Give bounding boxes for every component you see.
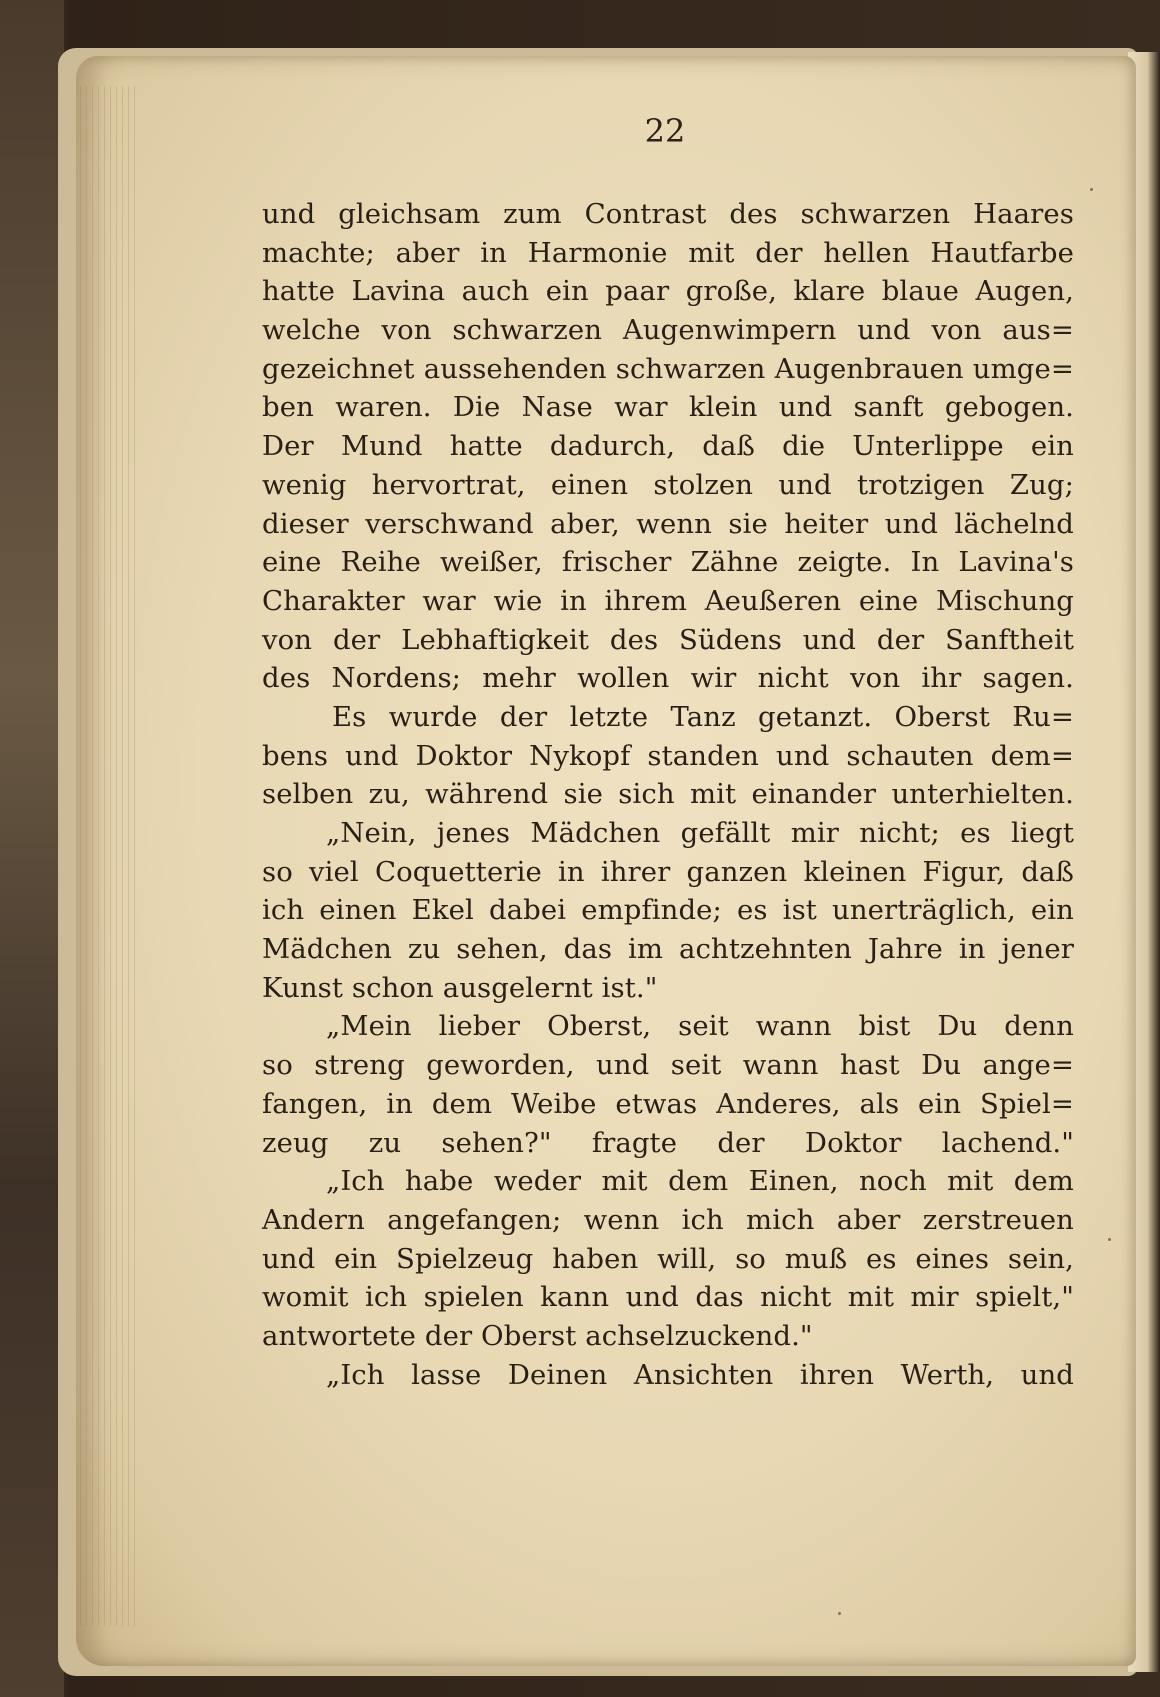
paper-speck <box>838 1612 841 1615</box>
text-line: so streng geworden, und seit wann hast Du ange= <box>262 1049 1074 1082</box>
text-line: welche von schwarzen Augenwimpern und von aus= <box>262 314 1074 347</box>
body-text <box>262 195 1074 1394</box>
text-line: hatte Lavina auch ein paar große, klare blaue Augen, <box>262 275 1074 308</box>
page-gutter <box>80 86 140 1626</box>
text-line: und gleichsam zum Contrast des schwarzen Haares <box>262 198 1074 230</box>
text-line: Mädchen zu sehen, das im achtzehnten Jahre in jener <box>262 933 1074 966</box>
text-line: eine Reihe weißer, frischer Zähne zeigte. In Lavina's <box>262 546 1074 579</box>
text-line: zeug zu sehen?" fragte der Doktor lachend." <box>262 1126 1074 1159</box>
text-line: bens und Doktor Nykopf standen und schauten dem= <box>262 739 1074 772</box>
paper-speck <box>1108 1238 1111 1241</box>
book-cover-edge <box>0 0 64 1697</box>
text-line: dieser verschwand aber, wenn sie heiter und lächelnd <box>262 507 1074 540</box>
paper-speck <box>1090 188 1093 191</box>
text-line: „Mein lieber Oberst, seit wann bist Du denn <box>326 1010 1074 1043</box>
text-line: Andern angefangen; wenn ich mich aber zerstreuen <box>262 1203 1074 1236</box>
text-line: so viel Coquetterie in ihrer ganzen kleinen Figur, daß <box>262 855 1074 888</box>
text-line: Der Mund hatte dadurch, daß die Unterlippe ein <box>262 430 1074 463</box>
text-line: „Ich habe weder mit dem Einen, noch mit dem <box>326 1165 1074 1198</box>
text-line: des Nordens; mehr wollen wir nicht von ihr sagen. <box>262 662 1074 695</box>
text-line: ich einen Ekel dabei empfinde; es ist unerträglich, ein <box>262 894 1074 927</box>
text-line: und ein Spielzeug haben will, so muß es eines sein, <box>262 1242 1074 1275</box>
text-line: „Ich lasse Deinen Ansichten ihren Werth, und <box>326 1358 1074 1391</box>
text-line: gezeichnet aussehenden schwarzen Augenbrauen umge= <box>262 352 1074 385</box>
text-line: womit ich spielen kann und das nicht mit mir spielt," <box>262 1281 1074 1314</box>
text-line: fangen, in dem Weibe etwas Anderes, als ein Spiel= <box>262 1087 1074 1120</box>
text-line: selben zu, während sie sich mit einander unterhielten. <box>262 778 1074 811</box>
text-line: Charakter war wie in ihrem Aeußeren eine Mischung <box>262 584 1074 617</box>
text-line: Kunst schon ausgelernt ist." <box>262 971 658 1004</box>
text-line: antwortete der Oberst achselzuckend." <box>262 1319 813 1352</box>
text-line: wenig hervortrat, einen stolzen und trotzigen Zug; <box>262 468 1074 501</box>
text-line: machte; aber in Harmonie mit der hellen Hautfarbe <box>262 236 1074 269</box>
text-line: „Nein, jenes Mädchen gefällt mir nicht; es liegt <box>326 817 1074 849</box>
text-line: von der Lebhaftigkeit des Südens und der Sanftheit <box>262 623 1074 656</box>
page-number: 22 <box>644 112 686 150</box>
text-line: ben waren. Die Nase war klein und sanft gebogen. <box>262 391 1074 424</box>
text-line: Es wurde der letzte Tanz getanzt. Oberst Ru= <box>332 700 1074 733</box>
